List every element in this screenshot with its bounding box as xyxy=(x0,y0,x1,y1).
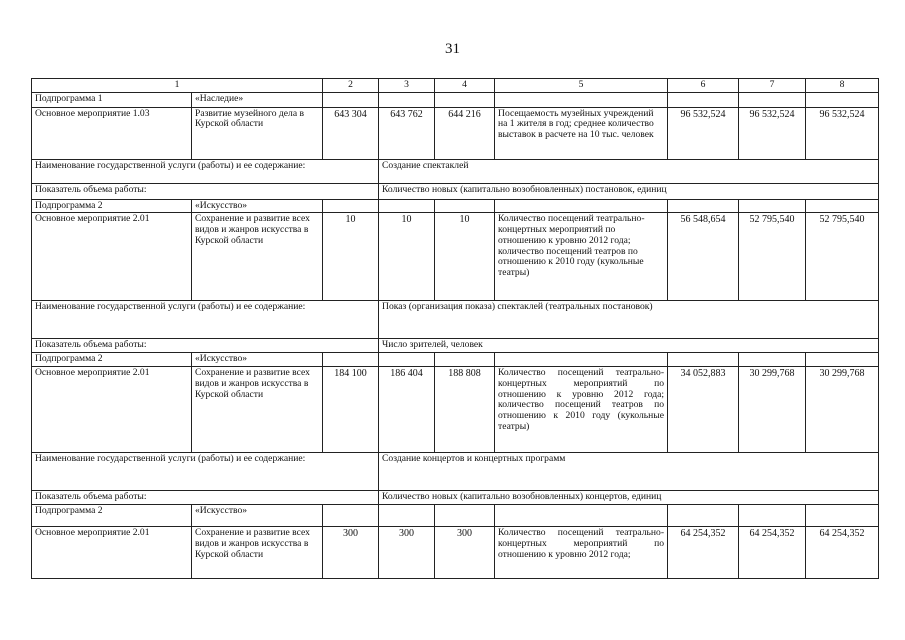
subprogram-name: «Искусство» xyxy=(192,199,323,213)
value-col-3: 10 xyxy=(379,213,435,301)
subprogram-row xyxy=(32,353,879,367)
value-col-7: 96 532,524 xyxy=(739,107,806,159)
volume-label: Показатель объема работы: xyxy=(32,491,379,505)
value-col-2: 643 304 xyxy=(323,107,379,159)
subprogram-row xyxy=(32,199,879,213)
measure-label: Основное мероприятие 1.03 xyxy=(32,107,192,159)
header-col-3: 3 xyxy=(379,79,435,93)
measure-label: Основное мероприятие 2.01 xyxy=(32,367,192,453)
header-col-5: 5 xyxy=(495,79,668,93)
value-col-8: 64 254,352 xyxy=(806,527,879,579)
service-label: Наименование государственной услуги (работы) и ее содержание: xyxy=(32,159,379,183)
value-col-8: 96 532,524 xyxy=(806,107,879,159)
subprogram-row xyxy=(32,505,879,527)
service-row xyxy=(32,159,879,183)
subprogram-name: «Искусство» xyxy=(192,353,323,367)
value-col-6: 64 254,352 xyxy=(668,527,739,579)
measure-row xyxy=(32,107,879,159)
measure-description: Сохранение и развитие всех видов и жанров искусства в Курской области xyxy=(192,527,323,579)
measure-row xyxy=(32,527,879,579)
service-value: Создание спектаклей xyxy=(379,159,879,183)
volume-value: Количество новых (капитально возобновленных) концертов, единиц xyxy=(379,491,879,505)
header-col-8: 8 xyxy=(806,79,879,93)
value-col-4: 644 216 xyxy=(435,107,495,159)
measure-description: Развитие музейного дела в Курской области xyxy=(192,107,323,159)
header-col-1: 1 xyxy=(32,79,323,93)
volume-value: Количество новых (капитально возобновленных) постановок, единиц xyxy=(379,183,879,199)
value-col-7: 52 795,540 xyxy=(739,213,806,301)
measure-description: Сохранение и развитие всех видов и жанров искусства в Курской области xyxy=(192,213,323,301)
value-col-7: 64 254,352 xyxy=(739,527,806,579)
value-col-7: 30 299,768 xyxy=(739,367,806,453)
value-col-4: 300 xyxy=(435,527,495,579)
service-value: Создание концертов и концертных программ xyxy=(379,453,879,491)
subprogram-label: Подпрограмма 2 xyxy=(32,505,192,527)
value-col-4: 188 808 xyxy=(435,367,495,453)
indicator-text: Количество посещений театрально-концертных мероприятий по отношению к уровню 2012 года; количество посещений театров по отношению к 2010 году (кукольные театры) xyxy=(495,367,668,453)
value-col-8: 52 795,540 xyxy=(806,213,879,301)
value-col-8: 30 299,768 xyxy=(806,367,879,453)
indicator-text: Посещаемость музейных учреждений на 1 жителя в год; среднее количество выставок в расчете на 10 тыс. человек xyxy=(495,107,668,159)
service-row xyxy=(32,453,879,491)
value-col-2: 184 100 xyxy=(323,367,379,453)
header-col-6: 6 xyxy=(668,79,739,93)
subprogram-label: Подпрограмма 1 xyxy=(32,92,192,107)
subprogram-label: Подпрограмма 2 xyxy=(32,199,192,213)
value-col-3: 300 xyxy=(379,527,435,579)
volume-row xyxy=(32,339,879,353)
measure-row xyxy=(32,213,879,301)
service-label: Наименование государственной услуги (работы) и ее содержание: xyxy=(32,301,379,339)
volume-label: Показатель объема работы: xyxy=(32,183,379,199)
header-col-7: 7 xyxy=(739,79,806,93)
subprogram-row xyxy=(32,92,879,107)
value-col-6: 34 052,883 xyxy=(668,367,739,453)
value-col-2: 300 xyxy=(323,527,379,579)
page-number: 31 xyxy=(445,41,460,57)
subprogram-name: «Наследие» xyxy=(192,92,323,107)
header-col-2: 2 xyxy=(323,79,379,93)
subprogram-label: Подпрограмма 2 xyxy=(32,353,192,367)
value-col-6: 56 548,654 xyxy=(668,213,739,301)
value-col-3: 643 762 xyxy=(379,107,435,159)
volume-value: Число зрителей, человек xyxy=(379,339,879,353)
header-col-4: 4 xyxy=(435,79,495,93)
service-value: Показ (организация показа) спектаклей (театральных постановок) xyxy=(379,301,879,339)
value-col-2: 10 xyxy=(323,213,379,301)
indicator-text: Количество посещений театрально-концертных мероприятий по отношению к уровню 2012 года; количество посещений театров по отношению к 2010 году (кукольные театры) xyxy=(495,213,668,301)
subprogram-name: «Искусство» xyxy=(192,505,323,527)
header-row xyxy=(32,79,879,93)
value-col-3: 186 404 xyxy=(379,367,435,453)
service-row xyxy=(32,301,879,339)
indicator-text: Количество посещений театрально-концертных мероприятий по отношению к уровню 2012 года; xyxy=(495,527,668,579)
service-label: Наименование государственной услуги (работы) и ее содержание: xyxy=(32,453,379,491)
volume-label: Показатель объема работы: xyxy=(32,339,379,353)
measure-label: Основное мероприятие 2.01 xyxy=(32,213,192,301)
volume-row xyxy=(32,491,879,505)
measure-row xyxy=(32,367,879,453)
value-col-4: 10 xyxy=(435,213,495,301)
measure-label: Основное мероприятие 2.01 xyxy=(32,527,192,579)
program-table xyxy=(31,78,879,579)
volume-row xyxy=(32,183,879,199)
value-col-6: 96 532,524 xyxy=(668,107,739,159)
measure-description: Сохранение и развитие всех видов и жанров искусства в Курской области xyxy=(192,367,323,453)
